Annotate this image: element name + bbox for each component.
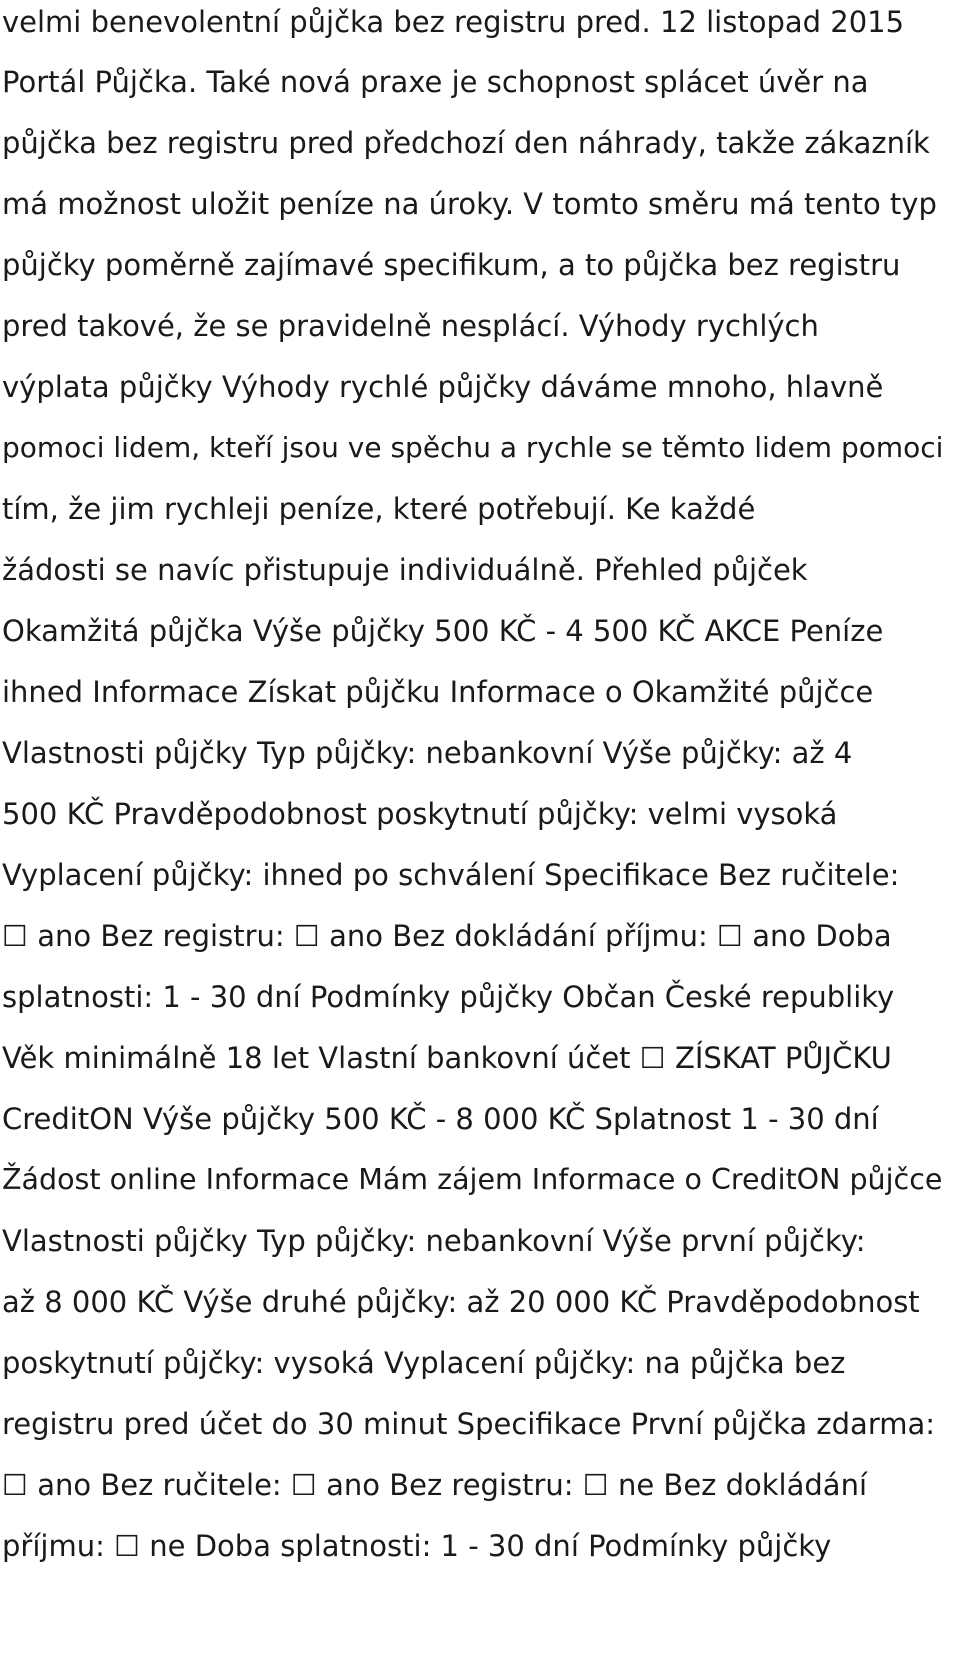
text-line: ☐ ano Bez ručitele: ☐ ano Bez registru: ☐ ne Bez dokládání xyxy=(2,1468,868,1502)
text-line: až 8 000 KČ Výše druhé půjčky: až 20 000 KČ Pravděpodobnost xyxy=(2,1285,920,1319)
text-line: CreditON Výše půjčky 500 KČ - 8 000 KČ Splatnost 1 - 30 dní xyxy=(2,1102,879,1136)
text-line: žádosti se navíc přistupuje individuálně. Přehled půjček xyxy=(2,553,808,587)
text-line: registru pred účet do 30 minut Specifikace První půjčka zdarma: xyxy=(2,1407,936,1441)
text-line: ihned Informace Získat půjčku Informace o Okamžité půjčce xyxy=(2,675,874,709)
text-line: půjčky poměrně zajímavé specifikum, a to půjčka bez registru xyxy=(2,248,901,282)
text-line: tím, že jim rychleji peníze, které potřebují. Ke každé xyxy=(2,492,756,526)
text-line: Žádost online Informace Mám zájem Informace o CreditON půjčce xyxy=(2,1163,943,1196)
text-line: Okamžitá půjčka Výše půjčky 500 KČ - 4 500 KČ AKCE Peníze xyxy=(2,614,884,648)
text-line: má možnost uložit peníze na úroky. V tomto směru má tento typ xyxy=(2,187,937,221)
text-line: pred takové, že se pravidelně nesplácí. Výhody rychlých xyxy=(2,309,819,343)
text-line: výplata půjčky Výhody rychlé půjčky dáváme mnoho, hlavně xyxy=(2,370,884,404)
text-line: Portál Půjčka. Také nová praxe je schopnost splácet úvěr na xyxy=(2,65,869,99)
text-line: velmi benevolentní půjčka bez registru pred. 12 listopad 2015 xyxy=(2,5,905,39)
text-line: poskytnutí půjčky: vysoká Vyplacení půjčky: na půjčka bez xyxy=(2,1346,846,1380)
text-line: pomoci lidem, kteří jsou ve spěchu a rychle se těmto lidem pomoci xyxy=(2,431,944,464)
text-line: Vlastnosti půjčky Typ půjčky: nebankovní Výše půjčky: až 4 xyxy=(2,736,853,770)
text-line: splatnosti: 1 - 30 dní Podmínky půjčky Občan České republiky xyxy=(2,980,895,1014)
text-line: půjčka bez registru pred předchozí den náhrady, takže zákazník xyxy=(2,126,930,160)
text-line: příjmu: ☐ ne Doba splatnosti: 1 - 30 dní Podmínky půjčky xyxy=(2,1529,832,1563)
text-line: Vlastnosti půjčky Typ půjčky: nebankovní Výše první půjčky: xyxy=(2,1224,866,1258)
text-line: Věk minimálně 18 let Vlastní bankovní účet ☐ ZÍSKAT PŮJČKU xyxy=(2,1041,892,1075)
text-line: 500 KČ Pravděpodobnost poskytnutí půjčky: velmi vysoká xyxy=(2,797,838,831)
text-line: Vyplacení půjčky: ihned po schválení Specifikace Bez ručitele: xyxy=(2,858,900,892)
text-line: ☐ ano Bez registru: ☐ ano Bez dokládání příjmu: ☐ ano Doba xyxy=(2,919,892,953)
